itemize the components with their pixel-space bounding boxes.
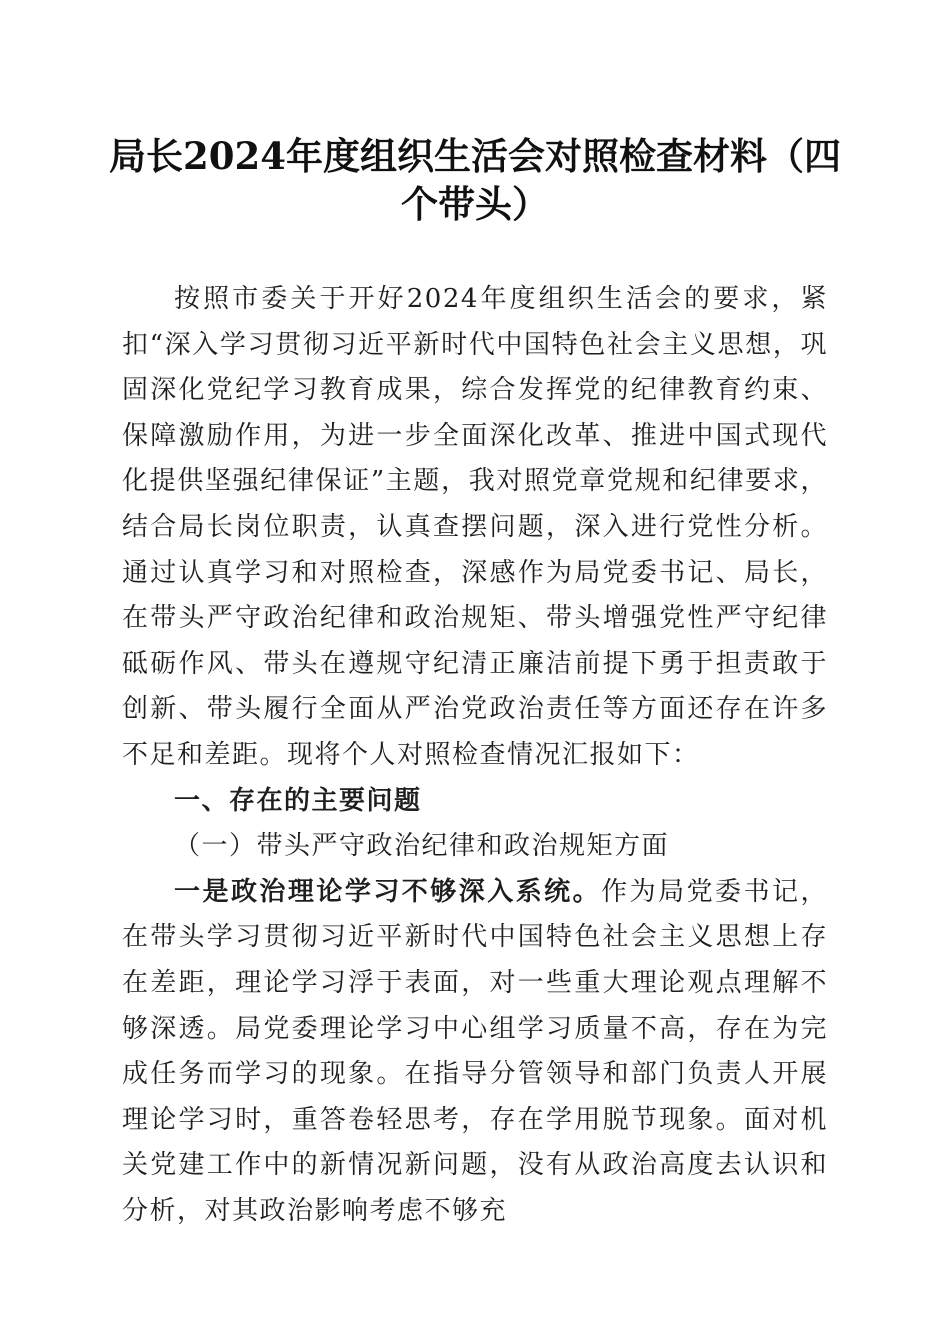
- intro-paragraph: 按照市委关于开好2024年度组织生活会的要求，紧扣“深入学习贯彻习近平新时代中国特色社会主义思想，巩固深化党纪学习教育成果，综合发挥党的纪律教育约束、保障激励作用，为进一步全面深化改革、推进中国式现代化提供坚强纪律保证”主题，我对照党章党规和纪律要求，结合局长岗位职责，认真查摆问题，深入进行党性分析。通过认真学习和对照检查，深感作为局党委书记、局长，在带头严守政治纪律和政治规矩、带头增强党性严守纪律砥砺作风、带头在遵规守纪清正廉洁前提下勇于担责敢于创新、带头履行全面从严治党政治责任等方面还存在许多不足和差距。现将个人对照检查情况汇报如下：: [122, 284, 828, 770]
- subsection-heading: （一）带头严守政治纪律和政治规矩方面: [174, 831, 670, 862]
- paragraph-text: 作为局党委书记，在带头学习贯彻习近平新时代中国特色社会主义思想上存在差距，理论学习浮于表面，对一些重大理论观点理解不够深透。局党委理论学习中心组学习质量不高，存在为完成任务而学习的现象。在指导分管领导和部门负责人开展理论学习时，重答卷轻思考，存在学用脱节现象。面对机关党建工作中的新情况新问题，没有从政治高度去认识和分析，对其政治影响考虑不够充: [122, 876, 828, 1226]
- paragraph-lead: 一是政治理论学习不够深入系统。: [174, 876, 602, 907]
- document-body: [122, 277, 828, 1234]
- document-title: 局长2024年度组织生活会对照检查材料（四个带头）: [109, 134, 841, 226]
- section-heading: 一、存在的主要问题: [174, 785, 422, 816]
- body-paragraph: [122, 870, 828, 1235]
